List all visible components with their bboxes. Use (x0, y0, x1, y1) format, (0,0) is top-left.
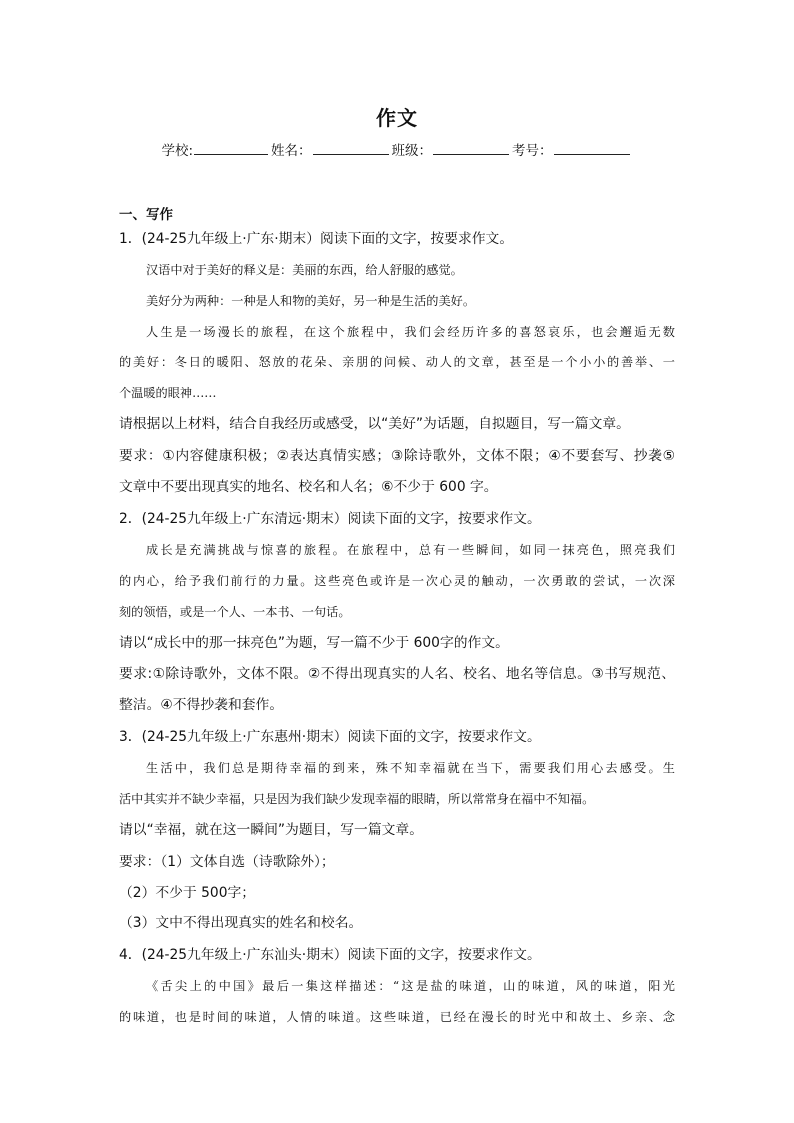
material-line: 人生是一场漫长的旅程，在这个旅程中，我们会经历许多的喜怒哀乐，也会邂逅无数 (146, 325, 675, 339)
document-title: 作文 (376, 106, 418, 130)
instruction-line: 请根据以上材料，结合自我经历或感受，以“美好”为话题，自拟题目，写一篇文章。 (119, 416, 630, 432)
question-2-prompt: 2．(24-25九年级上·广东清远·期末）阅读下面的文字，按要求作文。 (119, 511, 541, 527)
instruction-line: 请以“幸福，就在这一瞬间”为题目，写一篇文章。 (119, 822, 424, 838)
exam-no-blank[interactable] (554, 140, 630, 155)
material-line: 的内心，给予我们前行的力量。这些亮色或许是一次心灵的触动，一次勇敢的尝试，一次深 (119, 574, 675, 588)
material-line: 的味道，也是时间的味道，人情的味道。这些味道，已经在漫长的时光中和故土、乡亲、念 (119, 1010, 675, 1024)
requirement-line: 文章中不要出现真实的地名、校名和人名；⑥不少于 600 字。 (119, 479, 498, 495)
instruction-line: 请以“成长中的那一抹亮色”为题，写一篇不少于 600字的作文。 (119, 635, 509, 651)
exam-no-label: 考号： (512, 143, 553, 159)
material-line: 汉语中对于美好的释义是：美丽的东西，给人舒服的感觉。 (146, 263, 463, 277)
requirement-line: 要求：（1）文体自选（诗歌除外）； (119, 854, 335, 870)
name-label: 姓名： (271, 143, 312, 159)
requirement-line: 整洁。④不得抄袭和套作。 (119, 697, 284, 713)
material-line: 生活中，我们总是期待幸福的到来，殊不知幸福就在当下，需要我们用心去感受。生 (146, 761, 675, 775)
student-info-line (0, 139, 794, 159)
material-line: 个温暖的眼神…… (119, 386, 217, 400)
question-3-prompt: 3．(24-25九年级上·广东惠州·期末）阅读下面的文字，按要求作文。 (119, 729, 541, 745)
requirement-line: （3）文中不得出现真实的姓名和校名。 (119, 915, 363, 931)
name-blank[interactable] (313, 140, 389, 155)
class-blank[interactable] (433, 140, 509, 155)
requirement-line: 要求:①除诗歌外，文体不限。②不得出现真实的人名、校名、地名等信息。③书写规范、 (119, 666, 675, 682)
material-line: 美好分为两种：一种是人和物的美好，另一种是生活的美好。 (146, 294, 476, 308)
class-label: 班级： (391, 143, 433, 159)
material-line: 《舌尖上的中国》最后一集这样描述：“这是盐的味道，山的味道，风的味道，阳光 (146, 979, 675, 993)
material-line: 成长是充满挑战与惊喜的旅程。在旅程中，总有一些瞬间，如同一抹亮色，照亮我们 (146, 543, 675, 557)
question-4-prompt: 4．(24-25九年级上·广东汕头·期末）阅读下面的文字，按要求作文。 (119, 947, 541, 963)
requirement-line: （2）不少于 500字； (119, 885, 256, 901)
material-line: 的美好：冬日的暖阳、怒放的花朵、亲朋的问候、动人的文章，甚至是一个小小的善举、一 (119, 355, 675, 369)
material-line: 刻的领悟，或是一个人、一本书、一句话。 (119, 605, 351, 619)
section-heading: 一、写作 (119, 207, 173, 223)
school-label: 学校: (161, 143, 194, 159)
school-blank[interactable] (194, 140, 268, 155)
question-1-prompt: 1．(24-25九年级上·广东·期末）阅读下面的文字，按要求作文。 (119, 231, 514, 247)
material-line: 活中其实并不缺少幸福，只是因为我们缺少发现幸福的眼睛，所以常常身在福中不知福。 (119, 792, 595, 806)
requirement-line: 要求：①内容健康积极；②表达真情实感；③除诗歌外，文体不限；④不要套写、抄袭⑤ (119, 448, 675, 464)
